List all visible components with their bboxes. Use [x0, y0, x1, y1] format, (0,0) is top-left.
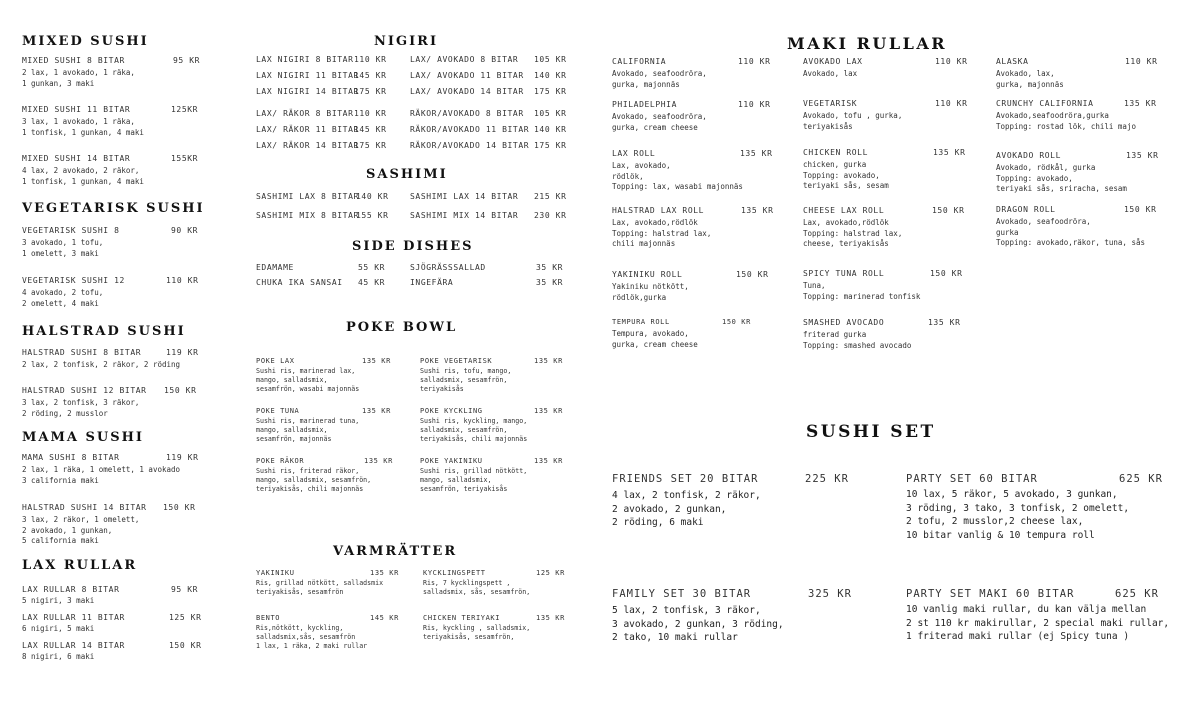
set-price: 625 KR — [1115, 588, 1159, 600]
menu-item-name: RÄKOR/AVOKADO 14 BITAR — [410, 141, 530, 150]
menu-item-price: 135 KR — [362, 407, 391, 415]
varmratter-heading: VARMRÄTTER — [333, 544, 458, 559]
menu-item-price: 135 KR — [534, 407, 563, 415]
menu-item-name: VEGETARISK — [803, 99, 858, 108]
mama-sushi-heading: MAMA SUSHI — [22, 430, 144, 445]
menu-item-desc: 3 lax, 2 tonfisk, 3 räkor, 2 röding, 2 musslor — [22, 398, 140, 418]
menu-item-name: SPICY TUNA ROLL — [803, 269, 885, 278]
menu-item-name: HALSTRAD LAX ROLL — [612, 206, 705, 215]
menu-item-price: 175 KR — [534, 141, 567, 150]
menu-item-price: 135 KR — [370, 569, 399, 577]
menu-item-price: 135 KR — [534, 457, 563, 465]
menu-item-price: 135 KR — [362, 357, 391, 365]
menu-item-price: 110 KR — [354, 55, 387, 64]
menu-item-price: 150 KR — [930, 269, 963, 278]
set-desc: 4 lax, 2 tonfisk, 2 räkor, 2 avokado, 2 gunkan, 2 röding, 6 maki — [612, 490, 761, 528]
menu-item-desc: 3 lax, 2 räkor, 1 omelett, 2 avokado, 1 gunkan, 5 california maki — [22, 515, 140, 545]
menu-item-name: TEMPURA ROLL — [612, 318, 670, 326]
menu-item-name: LAX RULLAR 11 BITAR — [22, 613, 125, 622]
menu-item-name: LAX NIGIRI 14 BITAR — [256, 87, 359, 96]
set-price: 225 KR — [805, 473, 849, 485]
menu-item-name: LAX NIGIRI 11 BITAR — [256, 71, 359, 80]
menu-item-price: 230 KR — [534, 211, 567, 220]
menu-item-price: 110 KR — [166, 276, 199, 285]
menu-item-name: LAX/ RÄKOR 14 BITAR — [256, 141, 359, 150]
set-price: 625 KR — [1119, 473, 1163, 485]
menu-item-price: 155 KR — [356, 211, 389, 220]
menu-item-name: SASHIMI LAX 8 BITAR — [256, 192, 359, 201]
menu-item-name: BENTO — [256, 614, 281, 622]
menu-item-price: 135 KR — [933, 148, 966, 157]
menu-item-price: 105 KR — [534, 109, 567, 118]
menu-item-name: DRAGON ROLL — [996, 205, 1056, 214]
halstrad-sushi-heading: HALSTRAD SUSHI — [22, 324, 186, 339]
menu-item-desc: 3 lax, 1 avokado, 1 räka, 1 tonfisk, 1 gunkan, 4 maki — [22, 117, 144, 137]
menu-item-name: MIXED SUSHI 11 BITAR — [22, 105, 131, 114]
menu-item-price: 135 KR — [928, 318, 961, 327]
menu-item-price: 215 KR — [534, 192, 567, 201]
menu-item-desc: Ris, grillad nötkött, salladsmix teriyakisås, sesamfrön — [256, 579, 384, 596]
menu-item-name: LAX/ AVOKADO 11 BITAR — [410, 71, 524, 80]
menu-item-name: MAMA SUSHI 8 BITAR — [22, 453, 120, 462]
menu-item-name: ALASKA — [996, 57, 1029, 66]
menu-item-name: MIXED SUSHI 8 BITAR — [22, 56, 125, 65]
menu-item-price: 110 KR — [935, 99, 968, 108]
menu-item-desc: Tempura, avokado, gurka, cream cheese — [612, 329, 698, 349]
menu-item-name: POKE RÄKOR — [256, 457, 305, 465]
menu-item-name: POKE TUNA — [256, 407, 300, 415]
menu-item-price: 150 KR — [169, 641, 202, 650]
set-name: FRIENDS SET 20 BITAR — [612, 473, 759, 485]
menu-item-name: LAX/ AVOKADO 14 BITAR — [410, 87, 524, 96]
menu-item-desc: 4 avokado, 2 tofu, 2 omelett, 4 maki — [22, 288, 104, 308]
nigiri-heading: NIGIRI — [374, 34, 439, 49]
menu-item-price: 90 KR — [171, 226, 199, 235]
menu-item-price: 135 KR — [534, 357, 563, 365]
menu-item-name: CHICKEN ROLL — [803, 148, 868, 157]
menu-item-desc: Avokado, lax — [803, 69, 858, 78]
menu-item-name: HALSTRAD SUSHI 14 BITAR — [22, 503, 147, 512]
menu-item-name: SJÖGRÄSSSALLAD — [410, 263, 486, 272]
sushi-set-heading: SUSHI SET — [806, 422, 936, 442]
menu-item-desc: Lax, avokado, rödlök, Topping: lax, wasabi majonnäs — [612, 161, 743, 191]
menu-item-desc: 5 nigiri, 3 maki — [22, 596, 95, 605]
menu-item-name: INGEFÄRA — [410, 278, 454, 287]
menu-item-price: 125 KR — [536, 569, 565, 577]
menu-item-desc: 2 lax, 1 avokado, 1 räka, 1 gunkan, 3 maki — [22, 68, 135, 88]
menu-item-name: MIXED SUSHI 14 BITAR — [22, 154, 131, 163]
menu-item-name: YAKINIKU — [256, 569, 295, 577]
menu-item-name: SASHIMI MIX 14 BITAR — [410, 211, 519, 220]
set-desc: 5 lax, 2 tonfisk, 3 räkor, 3 avokado, 2 gunkan, 3 röding, 2 tako, 10 maki rullar — [612, 605, 784, 643]
menu-item-desc: 8 nigiri, 6 maki — [22, 652, 95, 661]
menu-item-name: POKE KYCKLING — [420, 407, 483, 415]
menu-item-desc: Ris,nötkött, kyckling, salladsmix,sås, sesamfrön 1 lax, 1 räka, 2 maki rullar — [256, 624, 368, 650]
menu-item-desc: Avokado, seafoodröra, gurka Topping: avokado,räkor, tuna, sås — [996, 217, 1146, 247]
set-name: PARTY SET 60 BITAR — [906, 473, 1038, 485]
menu-item-name: LAX/ RÄKOR 11 BITAR — [256, 125, 359, 134]
menu-item-name: PHILADELPHIA — [612, 100, 677, 109]
menu-item-desc: 2 lax, 2 tonfisk, 2 räkor, 2 röding — [22, 360, 181, 369]
menu-item-desc: Avokado, seafoodröra, gurka, majonnäs — [612, 69, 707, 89]
maki-rullar-heading: MAKI RULLAR — [787, 34, 948, 53]
menu-item-price: 140 KR — [534, 125, 567, 134]
set-name: FAMILY SET 30 BITAR — [612, 588, 752, 600]
menu-item-price: 45 KR — [358, 278, 386, 287]
set-desc: 10 lax, 5 räkor, 5 avokado, 3 gunkan, 3 röding, 3 tako, 3 tonfisk, 2 omelett, 2 tofu, 2 musslor,2 cheese lax, 10 bitar vanlig & 10 tempura roll — [906, 489, 1130, 541]
menu-item-price: 150 KR — [722, 318, 751, 326]
menu-item-name: CALIFORNIA — [612, 57, 667, 66]
menu-item-desc: Lax, avokado,rödlök Topping: halstrad lax, cheese, teriyakisås — [803, 218, 903, 248]
menu-item-desc: Sushi ris, marinerad lax, mango, salladsmix, sesamfrön, wasabi majonnäs — [256, 367, 360, 393]
menu-item-name: AVOKADO ROLL — [996, 151, 1061, 160]
menu-item-name: HALSTRAD SUSHI 12 BITAR — [22, 386, 147, 395]
menu-item-desc: Sushi ris, tofu, mango, salladsmix, sesamfrön, teriyakisås — [420, 367, 512, 393]
menu-item-price: 175 KR — [534, 87, 567, 96]
menu-item-price: 95 KR — [173, 56, 201, 65]
lax-rullar-heading: LAX RULLAR — [22, 558, 138, 573]
set-price: 325 KR — [808, 588, 852, 600]
menu-item-price: 110 KR — [738, 100, 771, 109]
menu-item-name: POKE LAX — [256, 357, 295, 365]
menu-item-desc: Avokado,seafoodröra,gurka Topping: rostad lök, chili majo — [996, 111, 1136, 131]
menu-item-name: SASHIMI LAX 14 BITAR — [410, 192, 519, 201]
menu-item-name: POKE VEGETARISK — [420, 357, 493, 365]
menu-item-desc: Ris, 7 kycklingspett , salladsmix, sås, sesamfrön, — [423, 579, 531, 596]
menu-item-desc: 2 lax, 1 räka, 1 omelett, 1 avokado 3 california maki — [22, 465, 181, 485]
menu-item-price: 95 KR — [171, 585, 199, 594]
menu-item-desc: 3 avokado, 1 tofu, 1 omelett, 3 maki — [22, 238, 104, 258]
menu-item-price: 35 KR — [536, 263, 564, 272]
menu-item-desc: Sushi ris, kyckling, mango, salladsmix, sesamfrön, teriyakisås, chili majonnäs — [420, 417, 528, 443]
menu-item-desc: Avokado, tofu , gurka, teriyakisås — [803, 111, 903, 131]
menu-item-price: 135 KR — [364, 457, 393, 465]
menu-item-name: HALSTRAD SUSHI 8 BITAR — [22, 348, 142, 357]
menu-item-name: SMASHED AVOCADO — [803, 318, 885, 327]
menu-item-price: 125 KR — [169, 613, 202, 622]
poke-bowl-heading: POKE BOWL — [346, 320, 458, 335]
menu-item-price: 135 KR — [1126, 151, 1159, 160]
menu-item-price: 145 KR — [370, 614, 399, 622]
menu-item-desc: 6 nigiri, 5 maki — [22, 624, 95, 633]
menu-item-name: LAX/ RÄKOR 8 BITAR — [256, 109, 354, 118]
menu-item-price: 140 KR — [534, 71, 567, 80]
side-dishes-heading: SIDE DISHES — [352, 239, 474, 254]
menu-item-desc: Avokado, seafoodröra, gurka, cream cheese — [612, 112, 707, 132]
menu-item-price: 35 KR — [536, 278, 564, 287]
menu-item-desc: Avokado, lax, gurka, majonnäs — [996, 69, 1064, 89]
menu-item-desc: Yakiniku nötkött, rödlök,gurka — [612, 282, 689, 302]
menu-item-name: CRUNCHY CALIFORNIA — [996, 99, 1094, 108]
menu-item-name: LAX RULLAR 8 BITAR — [22, 585, 120, 594]
menu-item-desc: Avokado, rödkål, gurka Topping: avokado, teriyaki sås, sriracha, sesam — [996, 163, 1127, 193]
set-desc: 10 vanlig maki rullar, du kan välja mellan 2 st 110 kr makirullar, 2 special maki rullar, 1 friterad maki rullar (ej Spicy tuna ) — [906, 604, 1170, 642]
sashimi-heading: SASHIMI — [366, 167, 448, 182]
menu-item-price: 110 KR — [935, 57, 968, 66]
menu-item-desc: Sushi ris, friterad räkor, mango, salladsmix, sesamfrön, teriyakisås, chili majonnäs — [256, 467, 372, 493]
menu-item-price: 105 KR — [534, 55, 567, 64]
menu-item-name: RÄKOR/AVOKADO 11 BITAR — [410, 125, 530, 134]
menu-item-name: LAX RULLAR 14 BITAR — [22, 641, 125, 650]
menu-item-price: 150 KR — [736, 270, 769, 279]
menu-item-price: 150 KR — [932, 206, 965, 215]
menu-item-name: KYCKLINGSPETT — [423, 569, 486, 577]
menu-item-price: 110 KR — [738, 57, 771, 66]
menu-item-price: 125KR — [171, 105, 199, 114]
menu-item-price: 155KR — [171, 154, 199, 163]
vegetarisk-sushi-heading: VEGETARISK SUSHI — [22, 201, 205, 216]
menu-item-name: CHEESE LAX ROLL — [803, 206, 885, 215]
menu-item-price: 150 KR — [164, 386, 197, 395]
menu-item-price: 110 KR — [354, 109, 387, 118]
menu-item-name: RÄKOR/AVOKADO 8 BITAR — [410, 109, 524, 118]
menu-item-price: 150 KR — [163, 503, 196, 512]
menu-item-price: 175 KR — [354, 141, 387, 150]
menu-item-name: EDAMAME — [256, 263, 294, 272]
menu-item-desc: Ris, kyckling , salladsmix, teriyakisås, sesamfrön, — [423, 624, 531, 641]
menu-item-name: YAKINIKU ROLL — [612, 270, 683, 279]
menu-item-name: CHICKEN TERIYAKI — [423, 614, 501, 622]
menu-item-price: 135 KR — [1124, 99, 1157, 108]
menu-item-desc: Sushi ris, grillad nötkött, mango, salladsmix, sesamfrön, teriyakisås — [420, 467, 528, 493]
menu-item-price: 55 KR — [358, 263, 386, 272]
menu-item-desc: Lax, avokado,rödlök Topping: halstrad lax, chili majonnäs — [612, 218, 712, 248]
menu-item-name: VEGETARISK SUSHI 12 — [22, 276, 125, 285]
mixed-sushi-heading: MIXED SUSHI — [22, 34, 149, 49]
menu-item-price: 175 KR — [354, 87, 387, 96]
menu-item-desc: Tuna, Topping: marinerad tonfisk — [803, 281, 921, 301]
set-name: PARTY SET MAKI 60 BITAR — [906, 588, 1075, 600]
menu-item-name: VEGETARISK SUSHI 8 — [22, 226, 120, 235]
menu-item-price: 140 KR — [356, 192, 389, 201]
menu-item-name: CHUKA IKA SANSAI — [256, 278, 343, 287]
menu-item-name: LAX NIGIRI 8 BITAR — [256, 55, 354, 64]
menu-item-name: AVOKADO LAX — [803, 57, 863, 66]
menu-item-price: 119 KR — [166, 348, 199, 357]
menu-item-price: 135 KR — [740, 149, 773, 158]
menu-item-desc: Sushi ris, marinerad tuna, mango, salladsmix, sesamfrön, majonnäs — [256, 417, 360, 443]
menu-item-name: LAX/ AVOKADO 8 BITAR — [410, 55, 519, 64]
menu-item-price: 119 KR — [166, 453, 199, 462]
menu-item-desc: chicken, gurka Topping: avokado, teriyaki sås, sesam — [803, 160, 889, 190]
menu-item-desc: friterad gurka Topping: smashed avocado — [803, 330, 912, 350]
menu-item-price: 145 KR — [354, 71, 387, 80]
menu-item-name: POKE YAKINIKU — [420, 457, 483, 465]
menu-item-name: LAX ROLL — [612, 149, 656, 158]
menu-item-price: 110 KR — [1125, 57, 1158, 66]
menu-item-desc: 4 lax, 2 avokado, 2 räkor, 1 tonfisk, 1 gunkan, 4 maki — [22, 166, 144, 186]
menu-item-price: 145 KR — [354, 125, 387, 134]
menu-item-price: 135 KR — [741, 206, 774, 215]
menu-item-price: 135 KR — [536, 614, 565, 622]
menu-item-price: 150 KR — [1124, 205, 1157, 214]
menu-item-name: SASHIMI MIX 8 BITAR — [256, 211, 359, 220]
